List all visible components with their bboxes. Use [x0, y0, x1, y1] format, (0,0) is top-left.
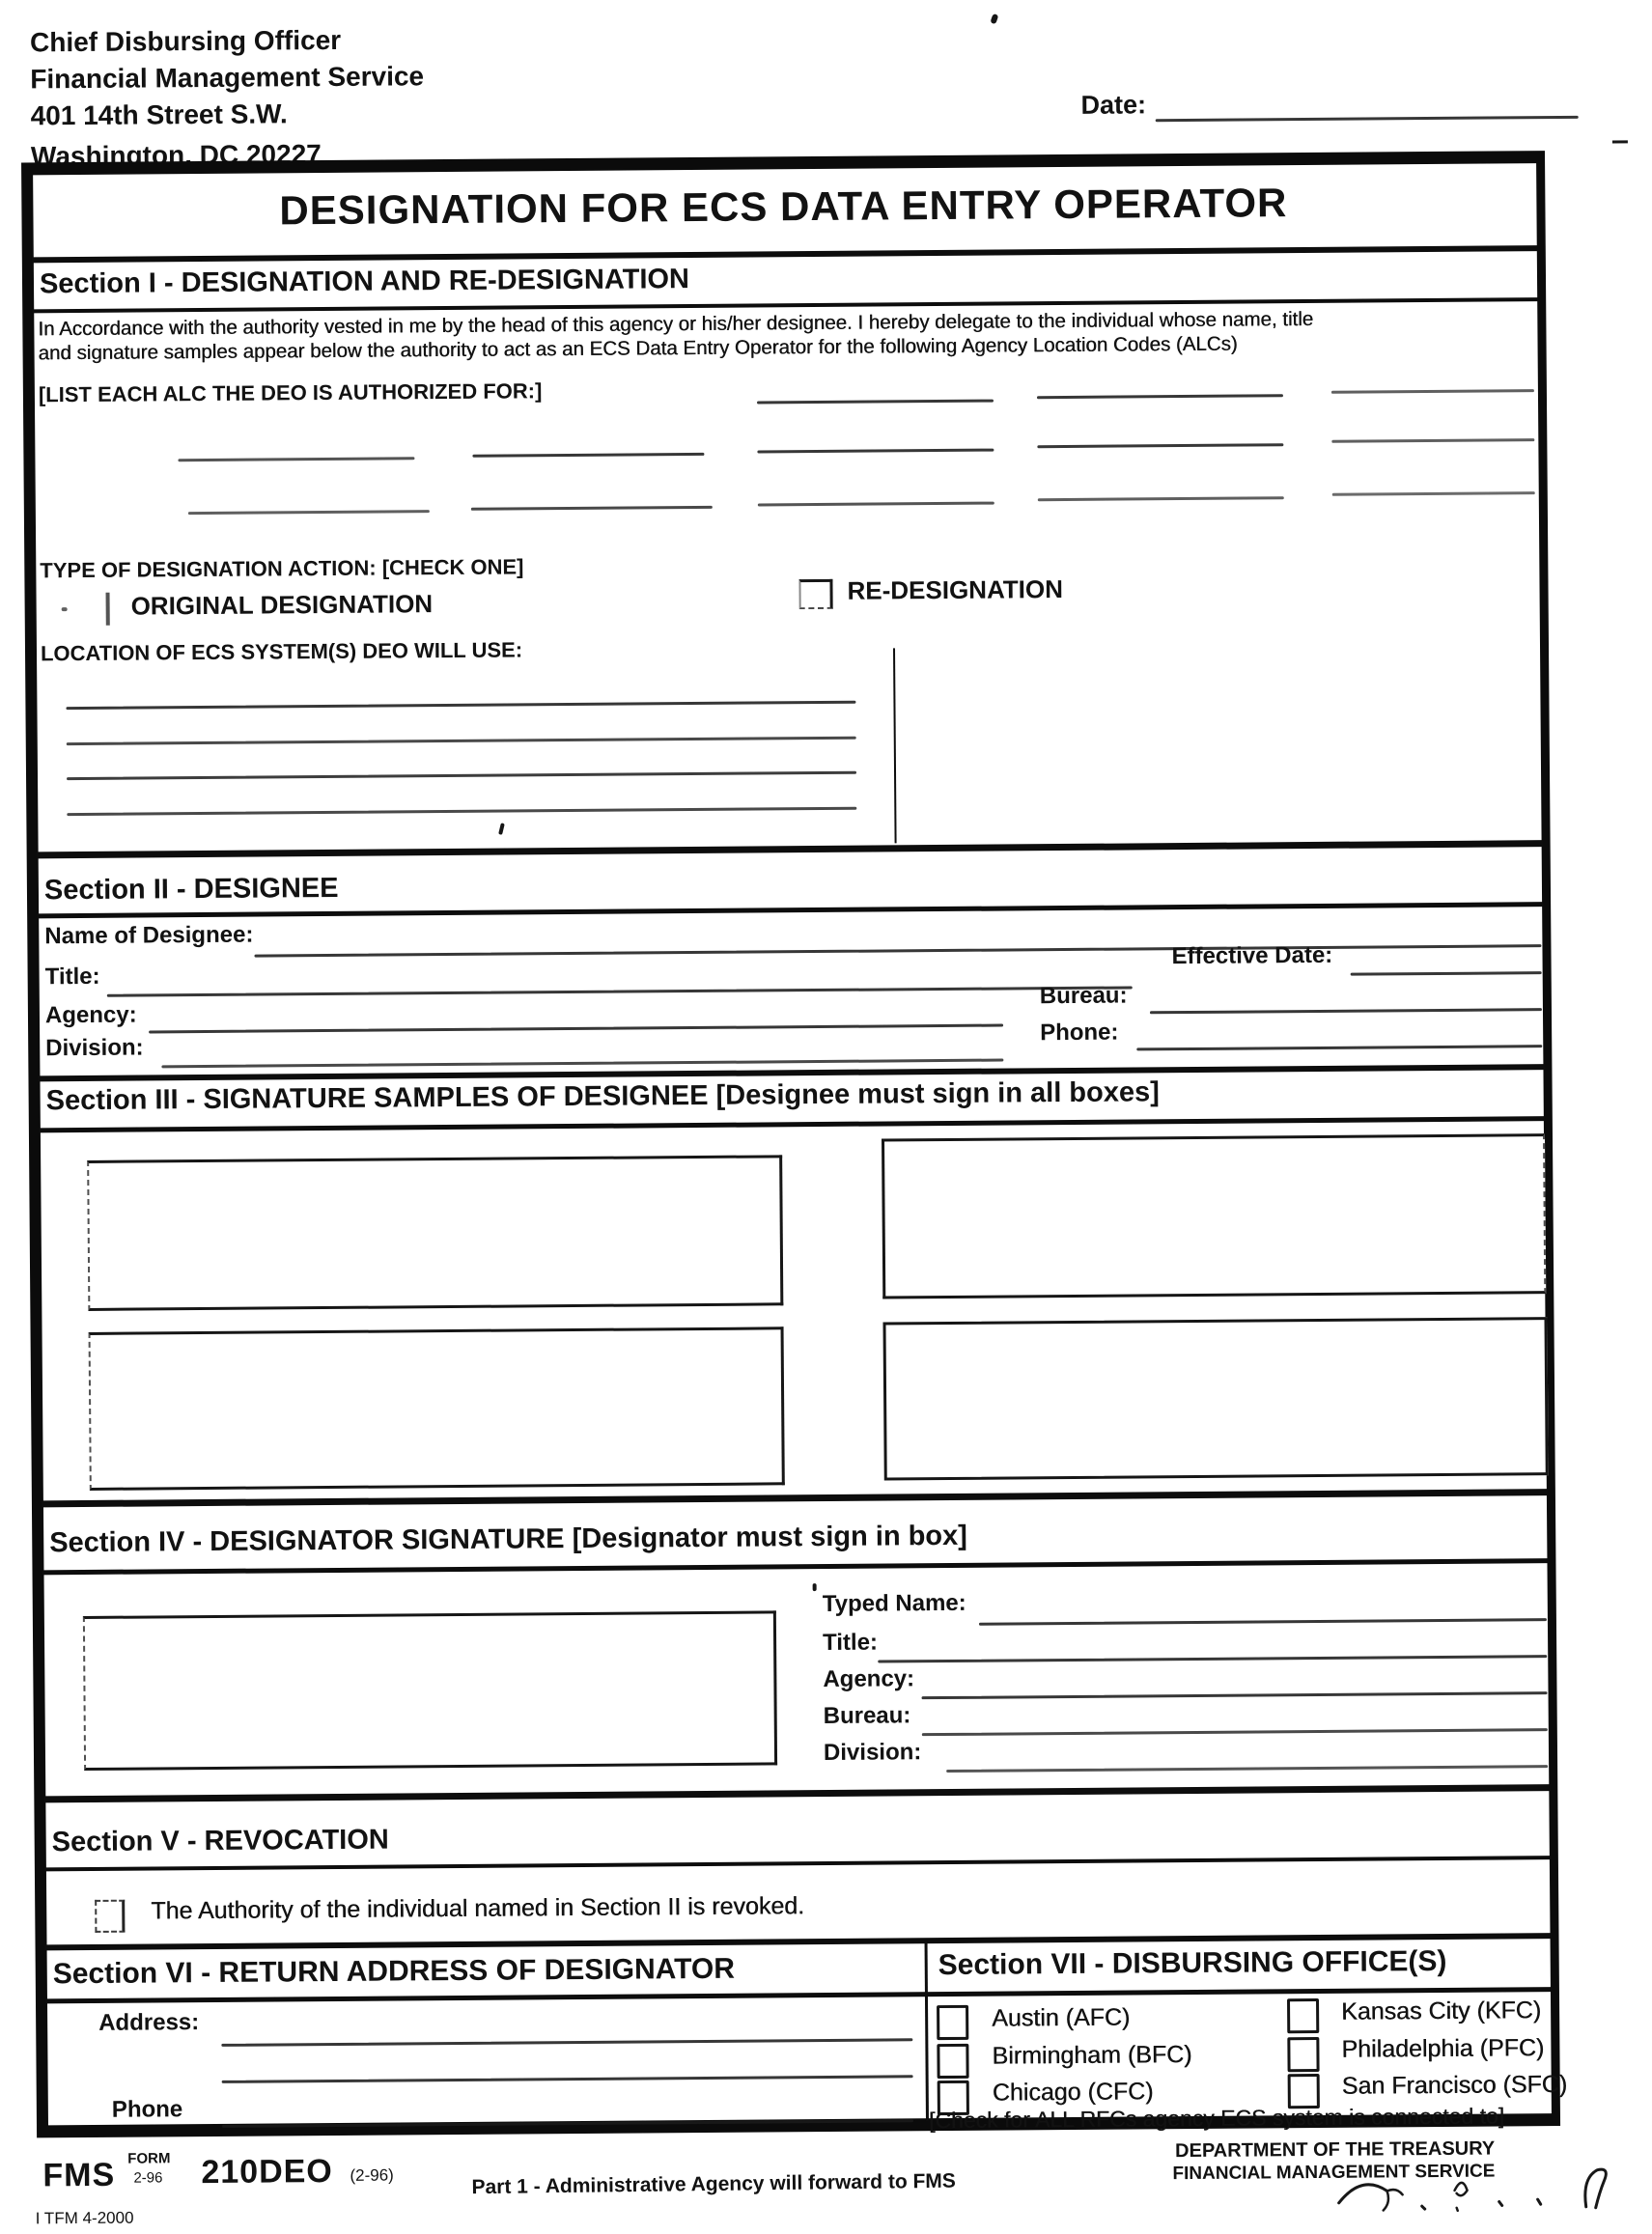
office-label-austin: Austin (AFC) [992, 2003, 1131, 2032]
footer-agency-abbr: FMS [42, 2156, 116, 2194]
section3-heading: Section III - SIGNATURE SAMPLES OF DESIGNEE [Designee must sign in all boxes] [45, 1076, 1160, 1117]
redesignation-checkbox[interactable] [798, 579, 832, 609]
section7-heading: Section VII - DISBURSING OFFICE(S) [938, 1944, 1447, 1982]
office-label-san-francisco: San Francisco (SFC) [1341, 2070, 1568, 2100]
office-checkbox-philadelphia[interactable] [1287, 2037, 1319, 2072]
designee-phone-label: Phone: [1040, 1019, 1119, 1047]
alc-list-label: [LIST EACH ALC THE DEO IS AUTHORIZED FOR:] [38, 378, 543, 407]
handwritten-scribble [1332, 2164, 1641, 2224]
section1-intro-line2: and signature samples appear below the authority to act as an ECS Data Entry Operator for the following Agency Location Codes (ALCs) [38, 332, 1238, 365]
designator-bureau-label: Bureau: [823, 1702, 911, 1729]
return-phone-label: Phone [111, 2096, 183, 2123]
footer-distribution: Part 1 - Administrative Agency will forward to FMS [471, 2169, 956, 2199]
letterhead-line-4: Washington, DC 20227 [30, 139, 322, 172]
signature-sample-box-2[interactable] [882, 1133, 1546, 1299]
office-checkbox-kansas-city[interactable] [1287, 1998, 1319, 2033]
designee-division-label: Division: [45, 1034, 144, 1062]
designator-title-label: Title: [822, 1629, 879, 1656]
office-checkbox-austin[interactable] [937, 2005, 968, 2040]
section2-heading: Section II - DESIGNEE [43, 872, 339, 907]
designee-bureau-label: Bureau: [1039, 982, 1128, 1010]
scan-artifact [990, 14, 998, 24]
signature-sample-box-1[interactable] [87, 1155, 783, 1311]
letterhead-line-1: Chief Disbursing Officer [29, 24, 342, 58]
footer-dept-line2: FINANCIAL MANAGEMENT SERVICE [1172, 2161, 1496, 2185]
footer-form-rev: (2-96) [350, 2165, 394, 2185]
letterhead-line-2: Financial Management Service [30, 61, 425, 95]
designee-agency-label: Agency: [44, 1001, 137, 1029]
revocation-text: The Authority of the individual named in Section II is revoked. [151, 1892, 805, 1925]
office-label-birmingham: Birmingham (BFC) [992, 2041, 1192, 2070]
footer-form-word: FORM [127, 2150, 171, 2167]
signature-sample-box-4[interactable] [882, 1317, 1548, 1480]
designee-title-label: Title: [44, 963, 100, 991]
revocation-checkbox[interactable] [95, 1900, 125, 1933]
footer-form-rev-small: 2-96 [133, 2169, 163, 2187]
ecs-location-label: LOCATION OF ECS SYSTEM(S) DEO WILL USE: [40, 637, 523, 666]
office-checkbox-san-francisco[interactable] [1288, 2074, 1320, 2108]
scan-artifact [1612, 140, 1628, 143]
footer-dept-line1: DEPARTMENT OF THE TREASURY [1175, 2137, 1496, 2163]
original-designation-label: ORIGINAL DESIGNATION [130, 589, 434, 621]
redesignation-label: RE-DESIGNATION [847, 574, 1064, 605]
effective-date-label: Effective Date: [1171, 941, 1333, 970]
letterhead-line-3: 401 14th Street S.W. [30, 98, 288, 131]
typed-name-label: Typed Name: [822, 1589, 966, 1618]
section4-heading: Section IV - DESIGNATOR SIGNATURE [Designator must sign in box] [49, 1520, 967, 1559]
date-label: Date: [1080, 90, 1147, 120]
office-label-philadelphia: Philadelphia (PFC) [1341, 2034, 1545, 2063]
section6-heading: Section VI - RETURN ADDRESS OF DESIGNATOR [52, 1952, 736, 1991]
designator-signature-box[interactable] [83, 1610, 777, 1771]
designee-name-label: Name of Designee: [44, 921, 254, 950]
section1-intro-line1: In Accordance with the authority vested in me by the head of this agency or his/her designee. I hereby delegate to the individual whose name, title [38, 307, 1314, 341]
office-label-kansas-city: Kansas City (KFC) [1341, 1997, 1542, 2025]
footer-item-ref: I TFM 4-2000 [35, 2208, 134, 2228]
section5-heading: Section V - REVOCATION [51, 1824, 389, 1858]
footer-form-number: 210DEO [201, 2153, 333, 2192]
form-title: DESIGNATION FOR ECS DATA ENTRY OPERATOR [279, 180, 1288, 234]
designation-action-label: TYPE OF DESIGNATION ACTION: [CHECK ONE] [40, 554, 524, 583]
rfc-note: [Check for ALL RFCs agency ECS system is connected to] [928, 2103, 1505, 2134]
return-address-label: Address: [98, 2009, 200, 2036]
original-designation-checkbox[interactable] [89, 593, 110, 626]
office-label-chicago: Chicago (CFC) [992, 2078, 1154, 2107]
designator-agency-label: Agency: [823, 1665, 915, 1692]
office-checkbox-birmingham[interactable] [937, 2044, 968, 2079]
designator-division-label: Division: [823, 1739, 922, 1766]
date-line[interactable] [1156, 116, 1579, 122]
section1-heading: Section I - DESIGNATION AND RE-DESIGNATION [39, 264, 690, 300]
signature-sample-box-3[interactable] [89, 1326, 785, 1491]
